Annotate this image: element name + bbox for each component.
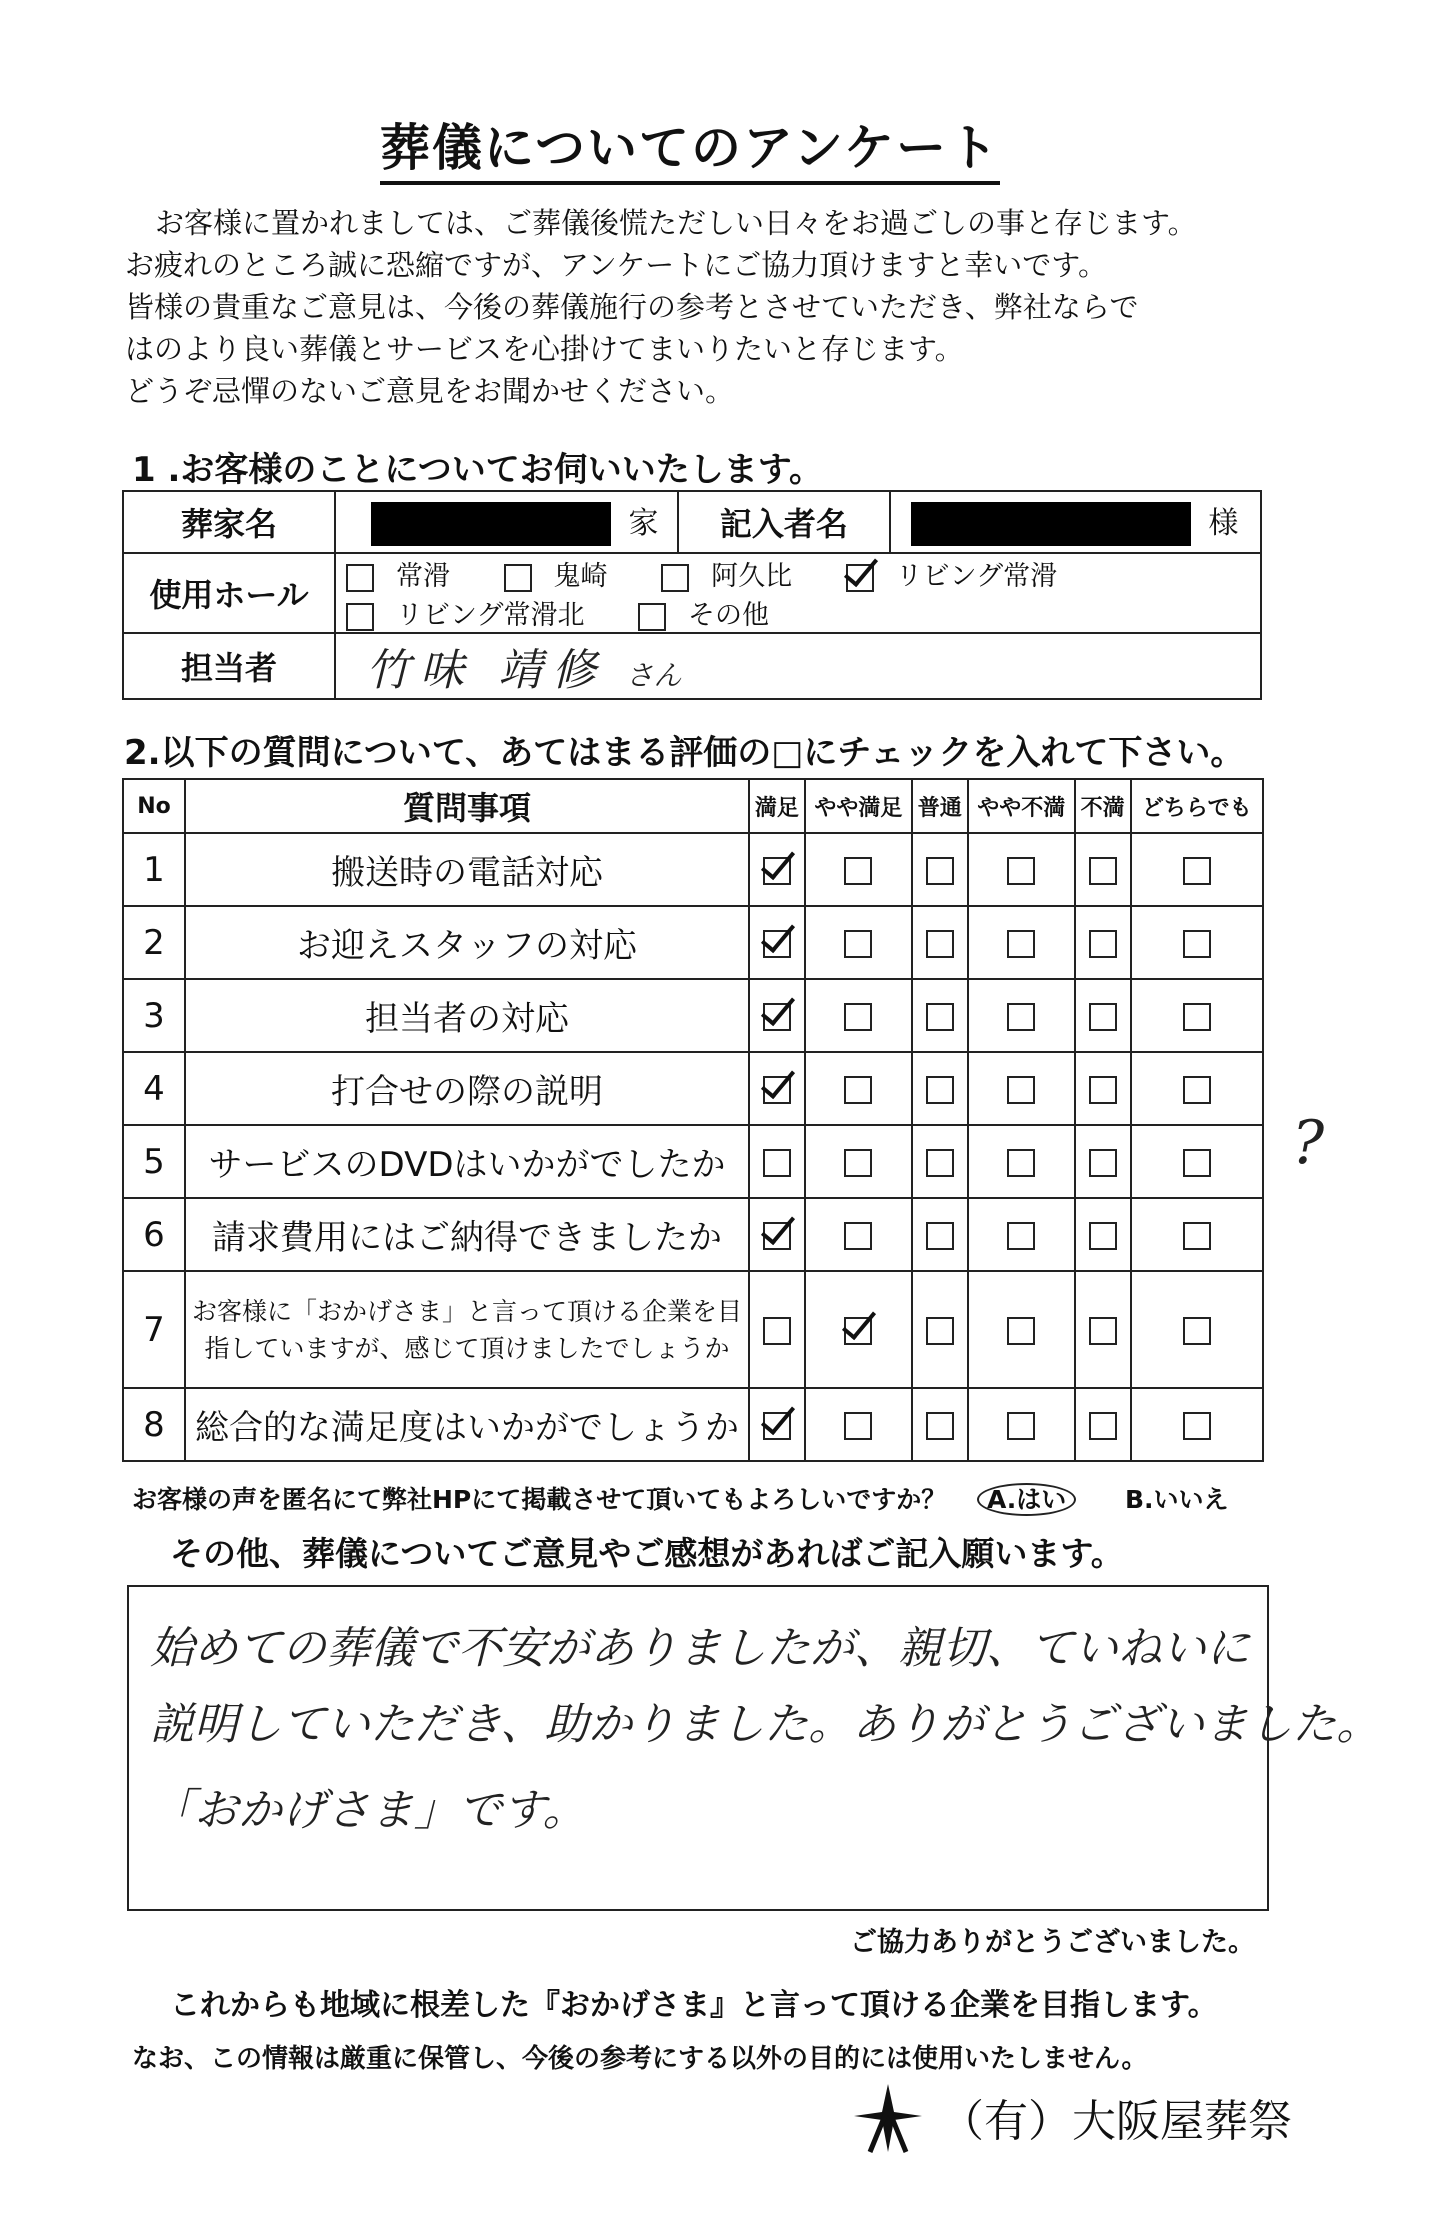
question-text: サービスのDVDはいかがでしたか [185,1125,749,1198]
rating-checkbox[interactable] [763,1003,791,1031]
rating-cell [805,833,912,906]
section2-heading: 2.以下の質問について、あてはまる評価の□にチェックを入れて下さい。 [124,733,1245,773]
hall-checkbox[interactable] [346,564,374,592]
rating-checkbox[interactable] [1007,930,1035,958]
rating-cell [749,906,805,979]
intro-line: 皆様の貴重なご意見は、今後の葬儀施行の参考とさせていただき、弊社ならで [125,290,1139,324]
rating-checkbox[interactable] [763,857,791,885]
rating-checkbox[interactable] [1007,1222,1035,1250]
rating-cell [805,1198,912,1271]
rating-cell [912,833,968,906]
thanks-text: ご協力ありがとうございました。 [850,1927,1255,1958]
hall-checkbox[interactable] [504,564,532,592]
question-number: 4 [123,1052,185,1125]
rating-cell [968,1388,1075,1461]
rating-cell [1075,1125,1131,1198]
rating-rows [123,833,1263,1461]
question-number: 7 [123,1271,185,1388]
question-row [123,906,1263,979]
rating-cell [805,979,912,1052]
question-text: 請求費用にはご納得できましたか [185,1198,749,1271]
hall-option[interactable] [504,561,630,592]
hall-option[interactable] [661,561,814,592]
rating-header: 普通 [912,779,968,833]
rating-checkbox[interactable] [1183,1076,1211,1104]
rating-checkbox[interactable] [926,1412,954,1440]
hall-option-label: 鬼崎 [553,561,608,592]
hall-label: 使用ホール [123,553,335,633]
rating-cell [749,979,805,1052]
question-text: 総合的な満足度はいかがでしょうか [185,1388,749,1461]
rating-checkbox[interactable] [844,1317,872,1345]
rating-cell [912,1198,968,1271]
rating-checkbox[interactable] [1007,1003,1035,1031]
rating-checkbox[interactable] [1007,1149,1035,1177]
rating-checkbox[interactable] [1183,1003,1211,1031]
hall-option-label: その他 [688,600,770,631]
rating-cell [1131,1198,1263,1271]
rating-checkbox[interactable] [844,1412,872,1440]
question-row [123,833,1263,906]
rating-checkbox[interactable] [926,1003,954,1031]
rating-cell [1075,1271,1131,1388]
rating-cell [1131,979,1263,1052]
question-text: 打合せの際の説明 [185,1052,749,1125]
rating-cell [912,906,968,979]
intro-line: はのより良い葬儀とサービスを心掛けてまいりたいと存じます。 [125,332,964,366]
company-logo-icon [848,2078,928,2158]
rating-checkbox[interactable] [1089,1076,1117,1104]
rating-cell [749,1388,805,1461]
hall-options [335,553,1261,633]
hall-option[interactable] [346,561,472,592]
privacy-notice: なお、この情報は厳重に保管し、今後の参考にする以外の目的には使用いたしません。 [132,2044,1148,2074]
rating-cell [805,1052,912,1125]
rating-header: どちらでも [1131,779,1263,833]
survey-title-text: 葬儀についてのアンケート [380,119,1000,185]
rating-cell [1131,1388,1263,1461]
rating-checkbox[interactable] [763,930,791,958]
rating-table [122,778,1264,1462]
rating-checkbox[interactable] [1007,1076,1035,1104]
rating-cell [805,906,912,979]
question-number: 2 [123,906,185,979]
writer-name-field[interactable] [890,491,1261,553]
rating-cell [1075,1198,1131,1271]
hall-option[interactable] [638,600,791,631]
rating-cell [1075,833,1131,906]
rating-checkbox[interactable] [1007,1412,1035,1440]
rating-checkbox[interactable] [1089,1149,1117,1177]
rating-checkbox[interactable] [844,1076,872,1104]
rating-cell [968,1198,1075,1271]
comments-heading: その他、葬儀についてご意見やご感想があればご記入願います。 [170,1534,1124,1573]
staff-label: 担当者 [123,633,335,699]
rating-header: 満足 [749,779,805,833]
question-number: 8 [123,1388,185,1461]
hall-checkbox[interactable] [346,603,374,631]
consent-row [132,1480,1229,1516]
rating-checkbox[interactable] [1089,1003,1117,1031]
rating-cell [912,1052,968,1125]
hall-option-label: リビング常滑 [895,561,1058,592]
rating-checkbox[interactable] [926,1076,954,1104]
rating-header: やや満足 [805,779,912,833]
question-number: 6 [123,1198,185,1271]
family-name-field[interactable] [335,491,678,553]
rating-cell [968,1271,1075,1388]
rating-cell [749,1052,805,1125]
rating-checkbox[interactable] [1007,857,1035,885]
rating-cell [749,1125,805,1198]
rating-checkbox[interactable] [926,1222,954,1250]
rating-checkbox[interactable] [926,930,954,958]
writer-suffix: 様 [1208,505,1239,541]
family-suffix: 家 [628,505,659,541]
rating-checkbox[interactable] [1089,1412,1117,1440]
motto-text: これからも地域に根差した『おかげさま』と言って頂ける企業を目指します。 [170,1988,1218,2023]
rating-cell [805,1388,912,1461]
rating-cell [749,1271,805,1388]
hall-option-label: 常滑 [396,561,450,592]
rating-cell [1075,906,1131,979]
consent-yes-option[interactable]: A.はい [977,1483,1076,1516]
rating-header: やや不満 [968,779,1075,833]
rating-cell [1131,1125,1263,1198]
rating-checkbox[interactable] [1183,1412,1211,1440]
question-text: 搬送時の電話対応 [185,833,749,906]
rating-cell [1131,906,1263,979]
rating-cell [1075,1388,1131,1461]
intro-paragraph [125,202,1197,412]
rating-cell [912,1388,968,1461]
rating-cell [968,1052,1075,1125]
rating-checkbox[interactable] [1089,857,1117,885]
rating-checkbox[interactable] [844,1149,872,1177]
question-text: 担当者の対応 [185,979,749,1052]
comment-line: 始めての葬儀で不安がありましたが、親切、ていねいに [150,1623,1250,1674]
rating-cell [749,833,805,906]
rating-cell [912,1125,968,1198]
company-name: （有）大阪屋葬祭 [940,2096,1292,2147]
question-row [123,1125,1263,1198]
question-number: 1 [123,833,185,906]
question-row [123,1052,1263,1125]
intro-line: お疲れのところ誠に恐縮ですが、アンケートにご協力頂けますと幸いです。 [125,248,1107,282]
rating-header: 不満 [1075,779,1131,833]
rating-checkbox[interactable] [763,1412,791,1440]
rating-cell [912,979,968,1052]
comment-line: 「おかげさま」です。 [150,1785,587,1836]
rating-checkbox[interactable] [1089,1317,1117,1345]
rating-checkbox[interactable] [844,1222,872,1250]
rating-cell [1131,1271,1263,1388]
rating-checkbox[interactable] [1089,1222,1117,1250]
rating-checkbox[interactable] [926,1317,954,1345]
rating-checkbox[interactable] [1183,1222,1211,1250]
intro-line: お客様に置かれましては、ご葬儀後慌ただしい日々をお過ごしの事と存じます。 [155,206,1197,240]
rating-checkbox[interactable] [763,1222,791,1250]
rating-cell [805,1271,912,1388]
survey-title [0,108,1380,180]
rating-cell [968,1125,1075,1198]
question-row [123,1271,1263,1388]
hall-option[interactable] [846,561,1079,592]
rating-cell [968,906,1075,979]
customer-info-table [122,490,1262,700]
rating-checkbox[interactable] [844,857,872,885]
hall-option-label: リビング常滑北 [396,600,585,631]
rating-checkbox[interactable] [1183,930,1211,958]
rating-checkbox[interactable] [763,1317,791,1345]
redacted-writer-name [911,502,1191,546]
question-row [123,1198,1263,1271]
hall-option-label: 阿久比 [711,561,793,592]
hall-option[interactable] [346,600,606,631]
rating-checkbox[interactable] [1183,1317,1211,1345]
hall-checkbox[interactable] [638,603,666,631]
family-name-label: 葬家名 [123,491,335,553]
rating-checkbox[interactable] [1007,1317,1035,1345]
comment-line: 説明していただき、助かりました。ありがとうございました。 [150,1699,1381,1750]
consent-question: お客様の声を匿名にて弊社HPにて掲載させて頂いてもよろしいですか？ [132,1485,947,1514]
staff-name: 竹味 靖修 [366,645,606,696]
rating-checkbox[interactable] [926,857,954,885]
rating-cell [1075,979,1131,1052]
question-number: 3 [123,979,185,1052]
col-no-header: No [123,779,185,833]
rating-cell [968,833,1075,906]
rating-cell [1131,833,1263,906]
writer-name-label: 記入者名 [678,491,890,553]
redacted-family-name [371,502,611,546]
staff-suffix: さん [625,659,682,692]
rating-cell [1131,1052,1263,1125]
hall-checkbox[interactable] [661,564,689,592]
col-question-header: 質問事項 [185,779,749,833]
question-row [123,979,1263,1052]
rating-checkbox[interactable] [1183,857,1211,885]
rating-checkbox[interactable] [844,930,872,958]
hall-checkbox[interactable] [846,564,874,592]
rating-cell [912,1271,968,1388]
consent-no-option[interactable]: B.いいえ [1125,1485,1229,1514]
question-text: お迎えスタッフの対応 [185,906,749,979]
intro-line: どうぞ忌憚のないご意見をお聞かせください。 [125,374,735,408]
staff-field[interactable] [335,633,1261,699]
section1-heading: 1 .お客様のことについてお伺いいたします。 [132,450,824,490]
rating-checkbox[interactable] [1089,930,1117,958]
rating-checkbox[interactable] [926,1149,954,1177]
margin-note: ? [1292,1108,1325,1178]
question-row [123,1388,1263,1461]
rating-cell [968,979,1075,1052]
rating-cell [749,1198,805,1271]
rating-cell [1075,1052,1131,1125]
rating-checkbox[interactable] [763,1149,791,1177]
question-number: 5 [123,1125,185,1198]
rating-cell [805,1125,912,1198]
rating-checkbox[interactable] [763,1076,791,1104]
rating-checkbox[interactable] [1183,1149,1211,1177]
question-text: お客様に「おかげさま」と言って頂ける企業を目指していますが、感じて頂けましたでしょうか [185,1271,749,1388]
rating-checkbox[interactable] [844,1003,872,1031]
